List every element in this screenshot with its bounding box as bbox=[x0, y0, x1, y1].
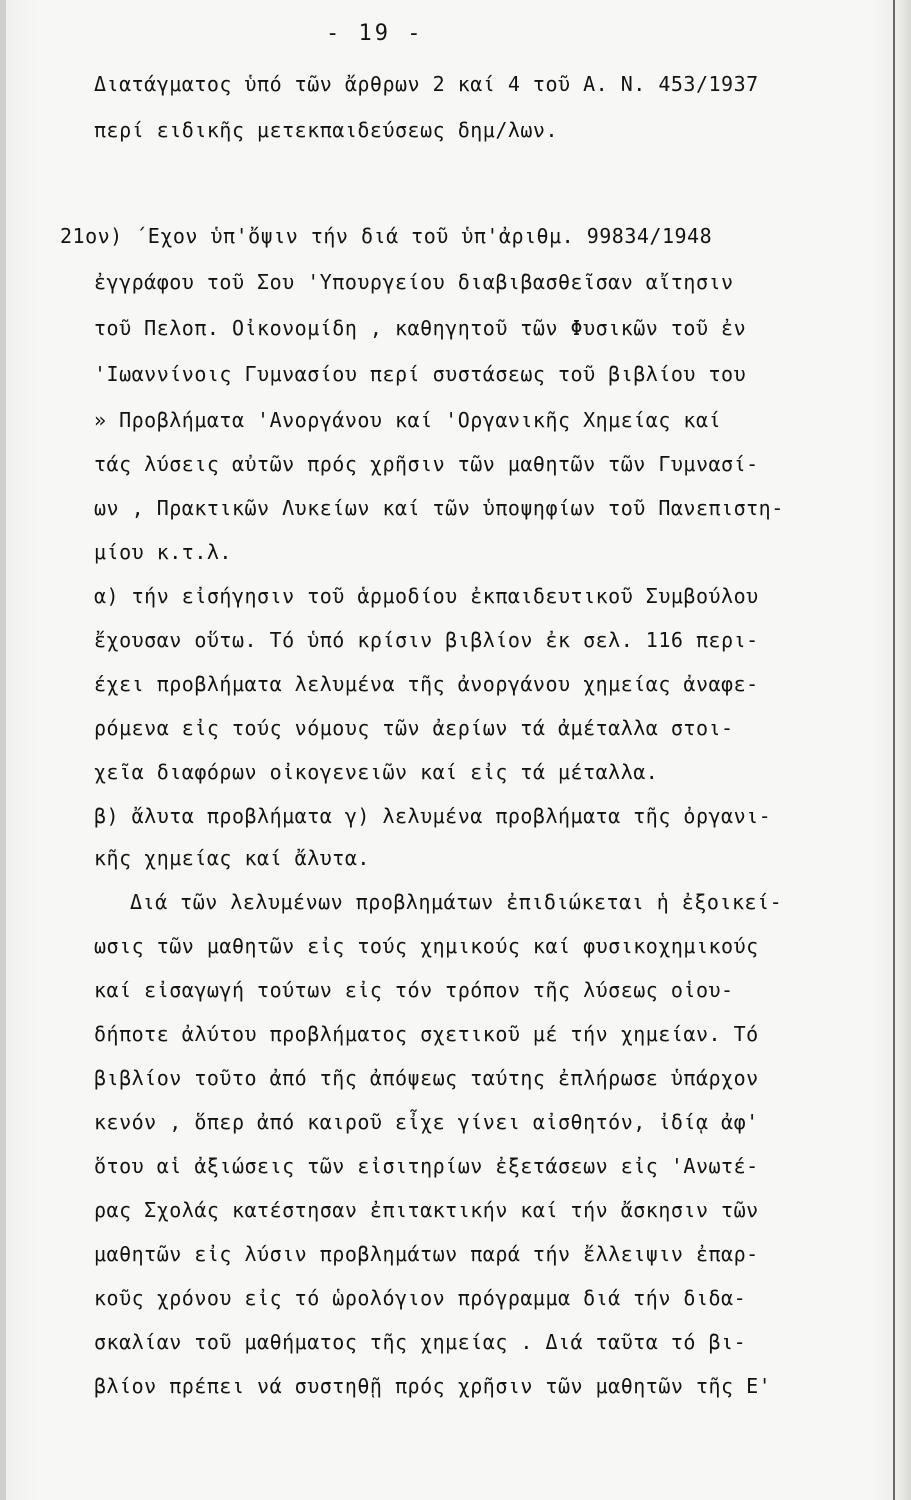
text-line: τοῦ Πελοπ. Οἰκονομίδη , καθηγητοῦ τῶν Φυσικῶν τοῦ ἐν bbox=[94, 316, 747, 340]
text-line: έχει προβλήματα λελυμένα τῆς ἀνοργάνου χημείας ἀναφε- bbox=[94, 672, 759, 696]
text-line: βλίον πρέπει νά συστηθῇ πρός χρῆσιν τῶν μαθητῶν τῆς Ε' bbox=[94, 1374, 772, 1398]
text-line: 'Ιωαννίνοις Γυμνασίου περί συστάσεως τοῦ βιβλίου του bbox=[94, 362, 747, 386]
text-line: ἐγγράφου τοῦ Σου 'Υπουργείου διαβιβασθεῖσαν αἴτησιν bbox=[94, 270, 734, 294]
text-line: » Προβλήματα 'Ανοργάνου καί 'Οργανικῆς Χημείας καί bbox=[94, 408, 722, 432]
text-line: σκαλίαν τοῦ μαθήματος τῆς χημείας . Διά ταῦτα τό βι- bbox=[94, 1330, 747, 1354]
text-line: δήποτε ἀλύτου προβλήματος σχετικοῦ μέ τήν χημείαν. Τό bbox=[94, 1022, 759, 1046]
text-line: Διατάγματος ὑπό τῶν ἄρθρων 2 καί 4 τοῦ Α. Ν. 453/1937 bbox=[94, 72, 759, 96]
text-line: ρας Σχολάς κατέστησαν ἐπιτακτικήν καί τήν ἄσκησιν τῶν bbox=[94, 1198, 759, 1222]
text-line: μαθητῶν εἰς λύσιν προβλημάτων παρά τήν ἔλλειψιν ἐπαρ- bbox=[94, 1242, 759, 1266]
text-line: περί ειδικῆς μετεκπαιδεύσεως δημ/λων. bbox=[94, 118, 559, 142]
text-line: βιβλίον τοῦτο ἀπό τῆς ἀπόψεως ταύτης ἐπλήρωσε ὑπάρχον bbox=[94, 1066, 759, 1090]
text-line: ων , Πρακτικῶν Λυκείων καί τῶν ὑποψηφίων τοῦ Πανεπιστη- bbox=[94, 496, 784, 520]
text-line: καί εἰσαγωγή τούτων εἰς τόν τρόπον τῆς λύσεως οἱου- bbox=[94, 978, 734, 1002]
text-line: τάς λύσεις αὐτῶν πρός χρῆσιν τῶν μαθητῶν τῶν Γυμνασί- bbox=[94, 452, 759, 476]
text-line: α) τήν εἰσήγησιν τοῦ ἁρμοδίου ἐκπαιδευτικοῦ Συμβούλου bbox=[94, 584, 759, 608]
text-line: κοῦς χρόνου εἰς τό ὡρολόγιον πρόγραμμα διά τήν διδα- bbox=[94, 1286, 747, 1310]
text-line: ἔχουσαν οὕτω. Τό ὑπό κρίσιν βιβλίον ἐκ σελ. 116 περι- bbox=[94, 628, 759, 652]
text-line: 21ον) ΄Εχον ὑπ'ὄψιν τήν διά τοῦ ὑπ'ἀριθμ. 99834/1948 bbox=[60, 224, 713, 248]
text-line: ωσις τῶν μαθητῶν εἰς τούς χημικούς καί φυσικοχημικούς bbox=[94, 934, 759, 958]
text-line: ὅτου αἱ ἀξιώσεις τῶν εἰσιτηρίων ἐξετάσεων εἰς 'Ανωτέ- bbox=[94, 1154, 759, 1178]
text-line: κῆς χημείας καί ἄλυτα. bbox=[94, 846, 370, 870]
text-line: κενόν , ὅπερ ἀπό καιροῦ εἶχε γίνει αἰσθητόν, ἰδίᾳ ἀφ' bbox=[94, 1110, 759, 1134]
text-line: μίου κ.τ.λ. bbox=[94, 540, 232, 564]
text-line: β) ἄλυτα προβλήματα γ) λελυμένα προβλήματα τῆς ὀργανι- bbox=[94, 804, 772, 828]
text-line: ρόμενα εἰς τούς νόμους τῶν ἀερίων τά ἀμέταλλα στοι- bbox=[94, 716, 734, 740]
page-binding-edge bbox=[893, 0, 911, 1500]
page-number: - 19 - bbox=[326, 21, 424, 46]
text-line: χεῖα διαφόρων οἰκογενειῶν καί εἰς τά μέταλλα. bbox=[94, 760, 659, 784]
text-line: Διά τῶν λελυμένων προβλημάτων ἐπιδιώκεται ἡ ἐξοικεί- bbox=[130, 890, 783, 914]
page-left-edge bbox=[0, 0, 6, 1500]
